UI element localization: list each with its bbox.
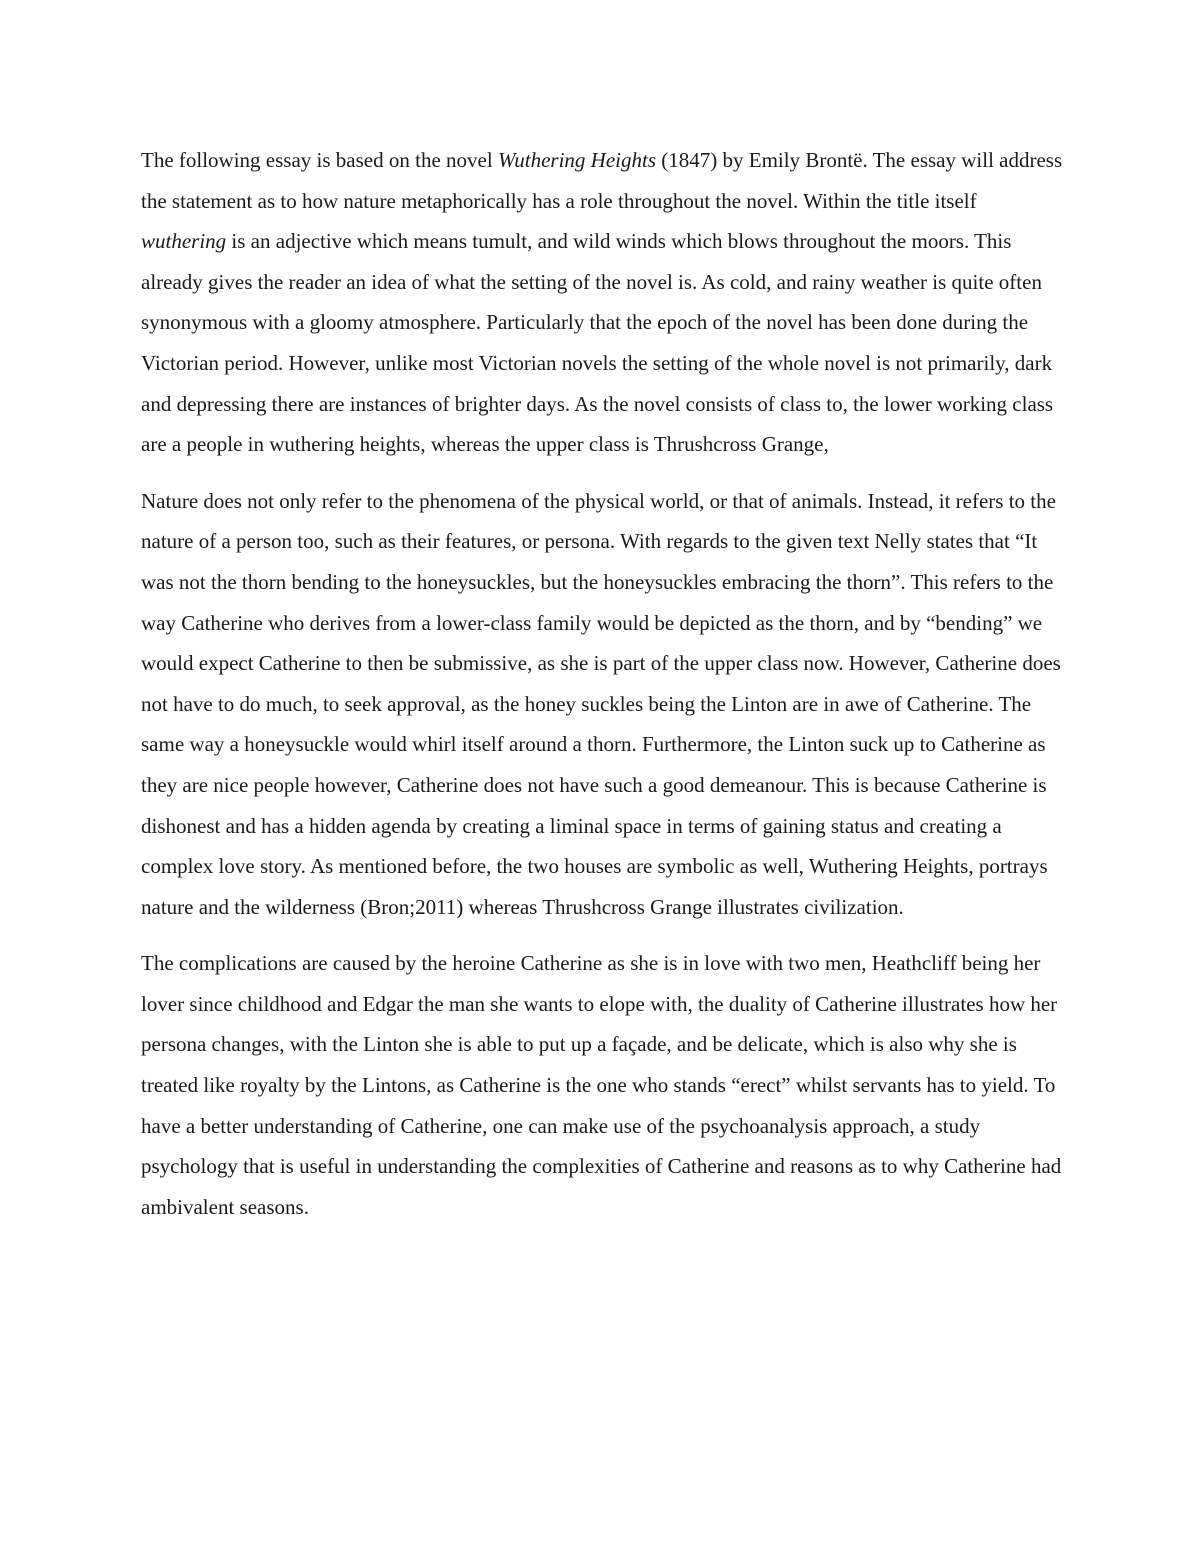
paragraph-3: [141, 943, 1066, 1227]
text-run: is an adjective which means tumult, and wild winds which blows throughout the moors. This already gives the reader an idea of what the setting of the novel is. As cold, and rainy weather is quite often synonymous with a gloomy atmosphere. Particularly that the epoch of the novel has been done during the Victorian period. However, unlike most Victorian novels the setting of the whole novel is not primarily, dark and depressing there are instances of brighter days. As the novel consists of class to, the lower working class are a people in wuthering heights, whereas the upper class is Thrushcross Grange,: [141, 229, 1054, 457]
document-body: [141, 140, 1066, 1227]
text-run: Nature does not only refer to the phenomena of the physical world, or that of animals. Instead, it refers to the nature of a person too, such as their features, or persona. With regards to the given text Nelly states that “It was not the thorn bending to the honeysuckles, but the honeysuckles embracing the thorn”. This refers to the way Catherine who derives from a lower-class family would be depicted as the thorn, and by “bending” we would expect Catherine to then be submissive, as she is part of the upper class now. However, Catherine does not have to do much, to seek approval, as the honey suckles being the Linton are in awe of Catherine. The same way a honeysuckle would whirl itself around a thorn. Furthermore, the Linton suck up to Catherine as they are nice people however, Catherine does not have such a good demeanour. This is because Catherine is dishonest and has a hidden agenda by creating a liminal space in terms of gaining status and creating a complex love story. As mentioned before, the two houses are symbolic as well, Wuthering Heights, portrays nature and the wilderness (Bron;2011) whereas Thrushcross Grange illustrates civilization.: [141, 488, 1061, 919]
paragraph-1: [141, 140, 1066, 465]
paragraph-2: [141, 481, 1066, 928]
text-run-italic: Wuthering Heights: [497, 148, 657, 172]
text-run: (1847) by Emily Brontë. The essay will address the statement as to how nature metaphorically has a role throughout the novel. Within the title itself: [141, 148, 1063, 213]
text-run: The complications are caused by the heroine Catherine as she is in love with two men, Heathcliff being her lover since childhood and Edgar the man she wants to elope with, the duality of Catherine illustrates how her persona changes, with the Linton she is able to put up a façade, and be delicate, which is also why she is treated like royalty by the Lintons, as Catherine is the one who stands “erect” whilst servants has to yield. To have a better understanding of Catherine, one can make use of the psychoanalysis approach, a study psychology that is useful in understanding the complexities of Catherine and reasons as to why Catherine had ambivalent seasons.: [141, 951, 1062, 1219]
text-run-italic: wuthering: [141, 229, 227, 254]
text-run: The following essay is based on the novel: [141, 148, 498, 172]
